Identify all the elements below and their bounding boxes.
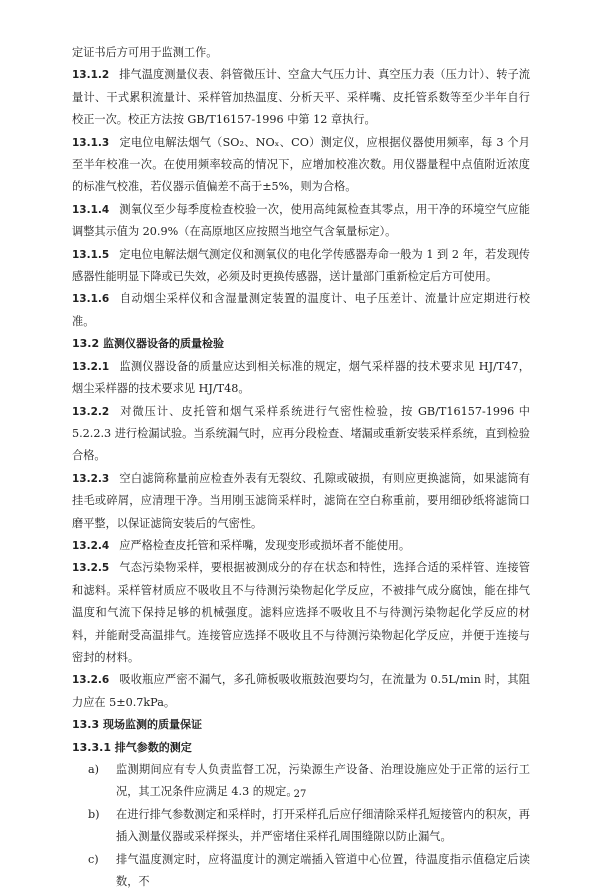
section-text: 自动烟尘采样仪和含湿量测定装置的温度计、电子压差计、流量计应定期进行校准。 xyxy=(72,292,530,328)
section-text: 气态污染物采样，要根据被测成分的存在状态和特性，选择合适的采样管、连接管和滤料。采样管材质应不吸收且不与待测污染物起化学反应，不被排气成分腐蚀，能在排气温度和气流下保持足够的机械强度。滤料应选择不吸收且不与待测污染物起化学反应的材料，并能耐受高温排气。连接管应选择不吸收且不与待测污染物起化学反应，并便于连接与密封的材料。 xyxy=(72,561,530,664)
section-number: 13.2.4 xyxy=(72,539,110,552)
section-13-1-6 xyxy=(72,288,530,333)
section-13-1-2 xyxy=(72,64,530,131)
section-text: 对微压计、皮托管和烟气采样系统进行气密性检验，按 GB/T16157-1996 中 5.2.2.3 进行检漏试验。当系统漏气时，应再分段检查、堵漏或重新安装采样系统，直到检验合格。 xyxy=(72,404,530,463)
section-text: 空白滤筒称量前应检查外表有无裂纹、孔隙或破损，有则应更换滤筒，如果滤筒有挂毛或碎屑，应清理干净。当用刚玉滤筒采样时，滤筒在空白称重前，要用细砂纸将滤筒口磨平整，以保证滤筒安装后的气密性。 xyxy=(72,471,530,530)
list-marker: c) xyxy=(88,852,99,866)
section-13-2-2 xyxy=(72,401,530,468)
section-13-2-6 xyxy=(72,669,530,714)
section-number: 13.1.4 xyxy=(72,203,110,216)
section-13-2-5 xyxy=(72,557,530,669)
measurement-list xyxy=(72,759,530,893)
list-item-text: 排气温度测定时，应将温度计的测定端插入管道中心位置，待温度指示值稳定后读数，不 xyxy=(116,852,530,889)
heading-13-3-1: 13.3.1 排气参数的测定 xyxy=(72,740,192,754)
section-13-2-1 xyxy=(72,356,530,401)
section-text: 定电位电解法烟气测定仪和测氧仪的电化学传感器寿命一般为 1 到 2 年，若发现传感器性能明显下降或已失效，必须及时更换传感器，送计量部门重新检定后方可使用。 xyxy=(72,247,530,284)
section-13-2-4 xyxy=(72,535,530,557)
section-text: 测氧仪至少每季度检查校验一次，使用高纯氮检查其零点，用干净的环境空气应能调整其示值为 20.9%（在高原地区应按照当地空气含氧量标定）。 xyxy=(72,202,530,239)
section-number: 13.2.5 xyxy=(72,562,110,575)
list-item-text: 监测期间应有专人负责监督工况，污染源生产设备、治理设施应处于正常的运行工况，其工况条件应满足 4.3 的规定。 xyxy=(116,763,530,799)
section-text: 吸收瓶应严密不漏气，多孔筛板吸收瓶鼓泡要均匀，在流量为 0.5L/min 时，其阻力应在 5±0.7kPa。 xyxy=(72,673,530,709)
section-13-1-4 xyxy=(72,199,530,244)
list-item xyxy=(72,804,530,849)
section-number: 13.2.6 xyxy=(72,674,110,687)
section-text: 定电位电解法烟气（SO₂、NOₓ、CO）测定仪，应根据仪器使用频率，每 3 个月至半年校准一次。在使用频率较高的情况下，应增加校准次数。用仪器量程中点值附近浓度的标准气校准，若仪器示值偏差不高于±5%，则为合格。 xyxy=(72,135,530,194)
section-13-1-3 xyxy=(72,132,530,199)
list-item xyxy=(72,849,530,893)
section-text: 排气温度测量仪表、斜管微压计、空盒大气压力计、真空压力表（压力计）、转子流量计、干式累积流量计、采样管加热温度、分析天平、采样嘴、皮托管系数等至少半年自行校正一次。校正方法按 GB/T16157-1996 中第 12 章执行。 xyxy=(72,68,530,127)
list-item-text: 在进行排气参数测定和采样时，打开采样孔后应仔细清除采样孔短接管内的积灰，再插入测量仪器或采样探头，并严密堵住采样孔周围缝隙以防止漏气。 xyxy=(116,807,530,844)
section-text: 监测仪器设备的质量应达到相关标准的规定，烟气采样器的技术要求见 HJ/T47，烟尘采样器的技术要求见 HJ/T48。 xyxy=(72,359,530,396)
section-number: 13.1.5 xyxy=(72,248,110,261)
heading-13-3: 13.3 现场监测的质量保证 xyxy=(72,718,202,732)
section-text: 应严格检查皮托管和采样嘴，发现变形或损坏者不能使用。 xyxy=(119,538,411,552)
heading-13-2: 13.2 监测仪器设备的质量检验 xyxy=(72,337,224,351)
page-number: 27 xyxy=(293,789,307,800)
section-13-1-5 xyxy=(72,244,530,289)
section-13-2-3 xyxy=(72,468,530,535)
list-marker: b) xyxy=(88,807,100,821)
section-number: 13.1.2 xyxy=(72,69,110,82)
section-number: 13.1.3 xyxy=(72,136,110,149)
section-number: 13.1.6 xyxy=(72,293,110,306)
section-number: 13.2.1 xyxy=(72,360,110,373)
section-number: 13.2.2 xyxy=(72,405,110,418)
continuation-text: 定证书后方可用于监测工作。 xyxy=(72,46,218,59)
list-marker: a) xyxy=(88,763,100,776)
section-number: 13.2.3 xyxy=(72,472,110,485)
document-page xyxy=(72,42,530,893)
